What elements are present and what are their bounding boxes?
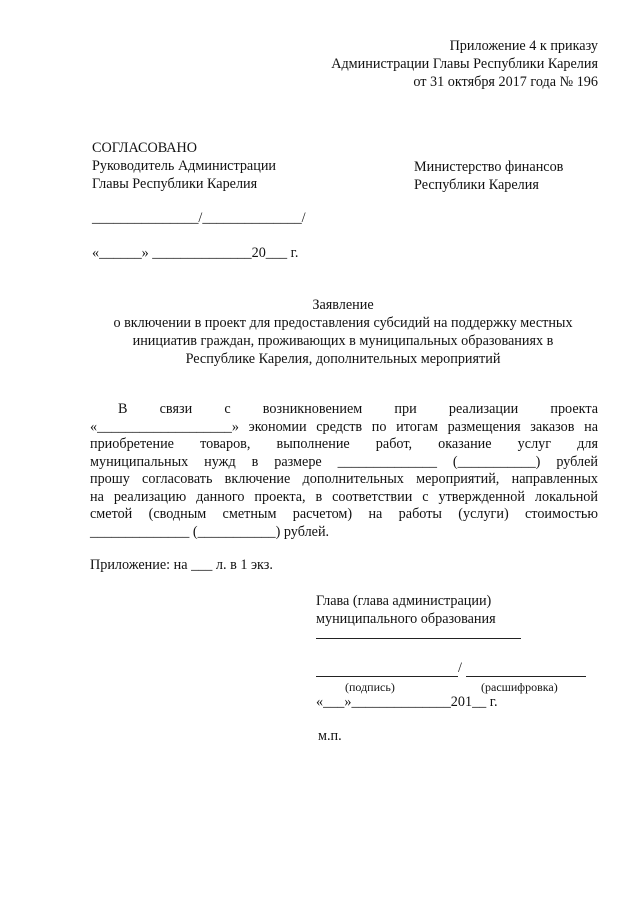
seal-placeholder: м.п. [318,728,342,744]
signature-slash: / [458,660,462,676]
signatory-title-2: муниципального образования [316,611,496,627]
ministry-block [414,159,563,195]
ministry-line-2: Республики Карелия [414,177,539,193]
appendix-header [331,38,598,92]
body-line-3: приобретение товаров, выполнение работ, оказание услуг для [90,436,598,452]
signature-line [316,676,458,677]
decode-caption: (расшифровка) [481,680,558,694]
body-line-7: сметой (сводным сметным расчетом) на работы (услуги) стоимостью [90,506,598,522]
body-line-1: В связи с возникновением при реализации проекта [118,401,598,417]
title-line-2: инициатив граждан, проживающих в муниципальных образованиях в [132,333,554,349]
body-line-6: на реализацию данного проекта, в соответствии с утвержденной локальной [90,488,598,505]
body-line-8: ______________ (___________) рублей. [90,523,330,540]
signatory-name-line [316,638,521,639]
title-heading: Заявление [312,297,374,313]
body-line-4: муниципальных нужд в размере ______________ (___________) рублей [90,453,598,470]
appendix-line-3: от 31 октября 2017 года № 196 [413,74,598,90]
title-line-1: о включении в проект для предоставления субсидий на поддержку местных [113,315,573,331]
approval-date-blank: «______» ______________20___ г. [92,245,299,261]
attachment-line: Приложение: на ___ л. в 1 экз. [90,557,273,573]
approval-position-line-2: Главы Республики Карелия [92,176,258,192]
body-line-2: «___________________» экономии средств по итогам размещения заказов на [90,418,598,435]
signatory-title-1: Глава (глава администрации) [316,593,492,609]
signature-caption: (подпись) [345,680,395,694]
appendix-line-1: Приложение 4 к приказу [449,38,598,54]
title-line-3: Республике Карелия, дополнительных мероприятий [185,351,501,367]
signature-date-blank: «___»______________201__ г. [316,694,498,710]
ministry-line-1: Министерство финансов [414,159,564,175]
application-body [90,401,598,541]
approval-block [92,140,276,194]
decode-line [466,676,586,677]
approval-signature-blank: _______________/______________/ [92,210,306,226]
document-title [88,297,598,369]
body-line-5: прошу согласовать включение дополнительных мероприятий, направленных [90,471,598,487]
appendix-line-2: Администрации Главы Республики Карелия [331,56,598,72]
approval-position-line-1: Руководитель Администрации [92,158,277,174]
approval-stamp: СОГЛАСОВАНО [92,140,198,156]
